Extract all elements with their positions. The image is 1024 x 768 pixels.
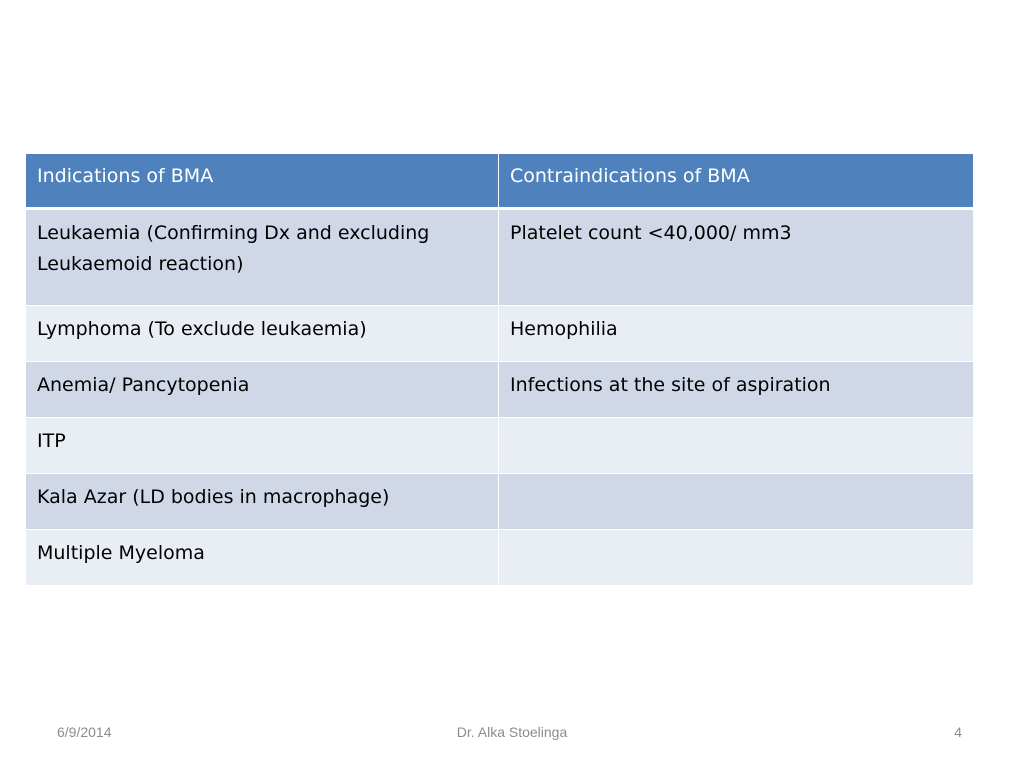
indication-cell: Multiple Myeloma: [26, 530, 499, 586]
header-contraindications: Contraindications of BMA: [499, 154, 974, 209]
indication-cell: Kala Azar (LD bodies in macrophage): [26, 474, 499, 530]
table-row: [26, 209, 974, 306]
table-row: [26, 530, 974, 586]
indication-cell: Lymphoma (To exclude leukaemia): [26, 306, 499, 362]
table-header-row: [26, 154, 974, 209]
table-row: [26, 306, 974, 362]
header-indications: Indications of BMA: [26, 154, 499, 209]
contraindication-cell: Infections at the site of aspiration: [499, 362, 974, 418]
contraindication-cell: [499, 530, 974, 586]
table-row: [26, 362, 974, 418]
contraindication-cell: Platelet count <40,000/ mm3: [499, 209, 974, 306]
contraindication-cell: [499, 474, 974, 530]
footer-date: 6/9/2014: [57, 724, 112, 740]
footer-author: Dr. Alka Stoelinga: [456, 724, 568, 740]
indication-cell: Leukaemia (Confirming Dx and excluding Leukaemoid reaction): [26, 209, 499, 306]
footer-page-number: 4: [954, 724, 962, 740]
table-row: [26, 418, 974, 474]
indication-cell: ITP: [26, 418, 499, 474]
contraindication-cell: [499, 418, 974, 474]
table-row: [26, 474, 974, 530]
indication-cell: Anemia/ Pancytopenia: [26, 362, 499, 418]
bma-table: [25, 153, 974, 586]
contraindication-cell: Hemophilia: [499, 306, 974, 362]
